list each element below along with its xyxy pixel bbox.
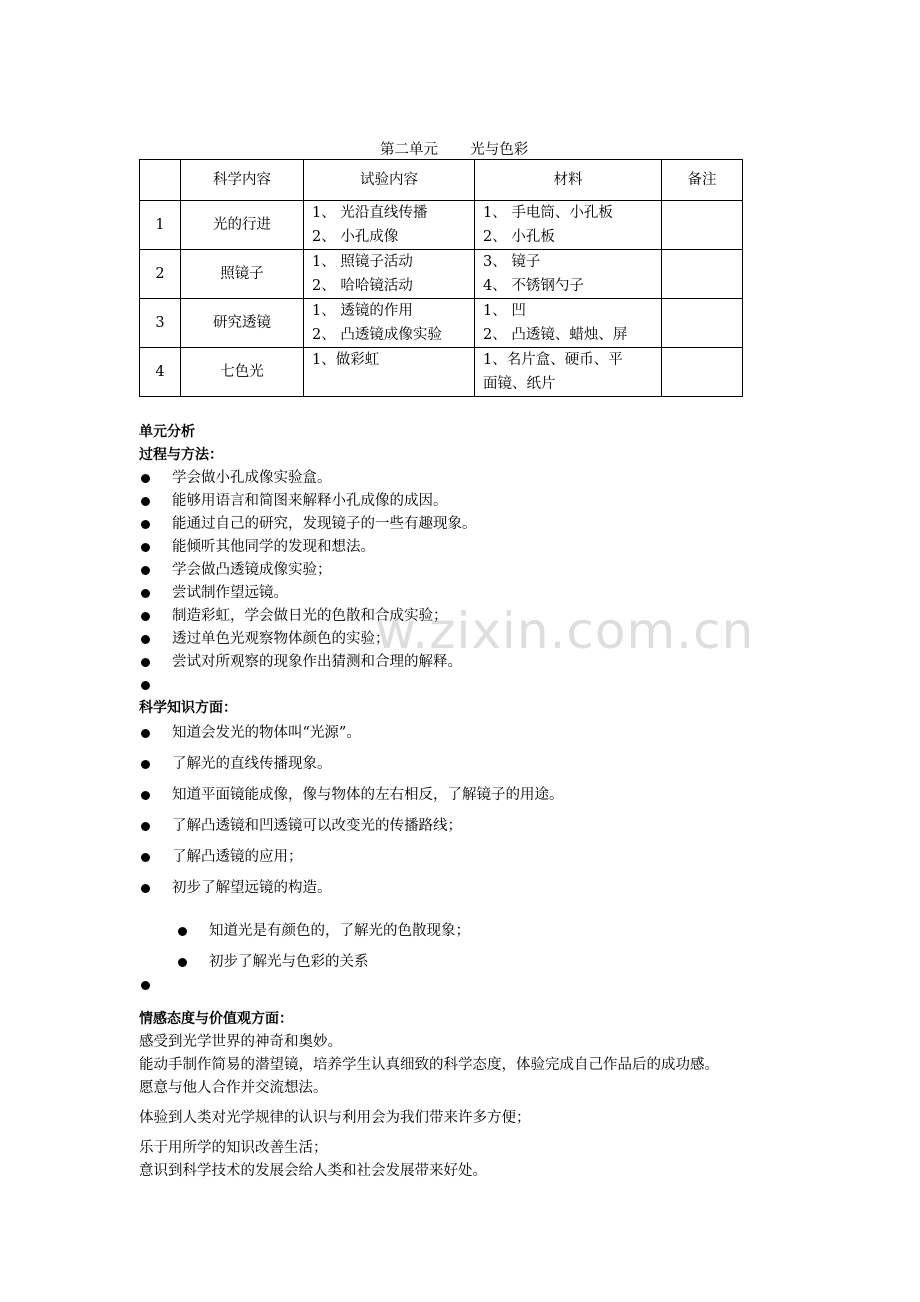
process-heading: 过程与方法： (139, 447, 223, 463)
table-row (140, 348, 743, 397)
list-item: 能够用语言和简图来解释小孔成像的成因。 (139, 490, 899, 513)
bullet-icon (178, 927, 187, 936)
bullet-icon (141, 612, 150, 621)
bullet-icon (141, 729, 150, 738)
empty-bullet (139, 974, 899, 997)
list-item: 学会做小孔成像实验盒。 (139, 467, 899, 490)
bullet-icon (141, 760, 150, 769)
header-cell (140, 160, 181, 201)
unit-table (139, 159, 743, 397)
bullet-icon (141, 791, 150, 800)
list-item (139, 974, 899, 997)
bullet-icon (141, 474, 150, 483)
bullet-icon (141, 822, 150, 831)
watermark: w.zixin.com.cn (375, 602, 755, 660)
list-item: 了解凸透镜的应用； (139, 846, 899, 869)
table-row (140, 250, 743, 299)
text-line: 乐于用所学的知识改善生活； (139, 1140, 328, 1156)
bullet-icon (141, 981, 150, 990)
material-cell: 1、 手电筒、小孔板 2、 小孔板 (475, 201, 662, 250)
note-cell (662, 201, 743, 250)
text-line: 体验到人类对光学规律的认识与利用会为我们带来许多方便； (139, 1110, 531, 1126)
text-line: 感受到光学世界的神奇和奥妙。 (139, 1034, 342, 1050)
list-item: 透过单色光观察物体颜色的实验； (139, 628, 899, 651)
experiment-cell: 1、做彩虹 (304, 348, 475, 397)
unit-analysis-heading: 单元分析 (139, 424, 195, 440)
list-item: 学会做凸透镜成像实验； (139, 559, 899, 582)
list-item: 初步了解光与色彩的关系 (176, 951, 920, 974)
list-item: 尝试制作望远镜。 (139, 582, 899, 605)
text-line: 能动手制作简易的潜望镜，培养学生认真细致的科学态度，体验完成自己作品后的成功感。 (139, 1057, 719, 1073)
row-number: 3 (140, 299, 181, 348)
experiment-cell: 1、 照镜子活动 2、 哈哈镜活动 (304, 250, 475, 299)
page-title: 第二单元 光与色彩 (380, 142, 529, 158)
list-item: 知道光是有颜色的，了解光的色散现象； (176, 920, 920, 943)
note-cell (662, 250, 743, 299)
bullet-icon (141, 543, 150, 552)
list-item: 能倾听其他同学的发现和想法。 (139, 536, 899, 559)
list-item (139, 674, 899, 697)
row-number: 4 (140, 348, 181, 397)
table-header-row (140, 160, 743, 201)
experiment-cell: 1、 光沿直线传播 2、 小孔成像 (304, 201, 475, 250)
bullet-icon (141, 681, 150, 690)
knowledge-indented-list (176, 920, 920, 974)
material-cell: 1、名片盒、硬币、平 面镜、纸片 (475, 348, 662, 397)
material-cell: 3、 镜子 4、 不锈钢勺子 (475, 250, 662, 299)
bullet-icon (141, 853, 150, 862)
text-line: 意识到科学技术的发展会给人类和社会发展带来好处。 (139, 1163, 487, 1179)
list-item: 了解凸透镜和凹透镜可以改变光的传播路线； (139, 815, 899, 838)
bullet-icon (141, 497, 150, 506)
list-item: 知道平面镜能成像，像与物体的左右相反，了解镜子的用途。 (139, 784, 899, 807)
note-cell (662, 348, 743, 397)
list-item: 尝试对所观察的现象作出猜测和合理的解释。 (139, 651, 899, 674)
header-cell: 备注 (662, 160, 743, 201)
header-cell: 试验内容 (304, 160, 475, 201)
knowledge-heading: 科学知识方面： (139, 700, 237, 716)
unit-analysis-section (139, 421, 899, 720)
header-cell: 材料 (475, 160, 662, 201)
bullet-icon (141, 566, 150, 575)
list-item: 能通过自己的研究，发现镜子的一些有趣现象。 (139, 513, 899, 536)
bullet-icon (141, 658, 150, 667)
experiment-cell: 1、 透镜的作用 2、 凸透镜成像实验 (304, 299, 475, 348)
list-item: 知道会发光的物体叫“光源”。 (139, 722, 899, 745)
note-cell (662, 299, 743, 348)
row-number: 2 (140, 250, 181, 299)
attitude-section (139, 1008, 899, 1183)
bullet-icon (141, 635, 150, 644)
science-content: 研究透镜 (181, 299, 304, 348)
knowledge-list (139, 722, 899, 900)
attitude-heading: 情感态度与价值观方面： (139, 1011, 293, 1027)
material-cell: 1、 凹 2、 凸透镜、蜡烛、屏 (475, 299, 662, 348)
science-content: 照镜子 (181, 250, 304, 299)
list-item: 初步了解望远镜的构造。 (139, 877, 899, 900)
table-row (140, 299, 743, 348)
table-row (140, 201, 743, 250)
row-number: 1 (140, 201, 181, 250)
list-item: 了解光的直线传播现象。 (139, 753, 899, 776)
bullet-icon (141, 589, 150, 598)
list-item: 制造彩虹，学会做日光的色散和合成实验； (139, 605, 899, 628)
bullet-icon (141, 520, 150, 529)
header-cell: 科学内容 (181, 160, 304, 201)
bullet-icon (141, 884, 150, 893)
science-content: 光的行进 (181, 201, 304, 250)
text-line: 愿意与他人合作并交流想法。 (139, 1080, 328, 1096)
science-content: 七色光 (181, 348, 304, 397)
bullet-icon (178, 958, 187, 967)
